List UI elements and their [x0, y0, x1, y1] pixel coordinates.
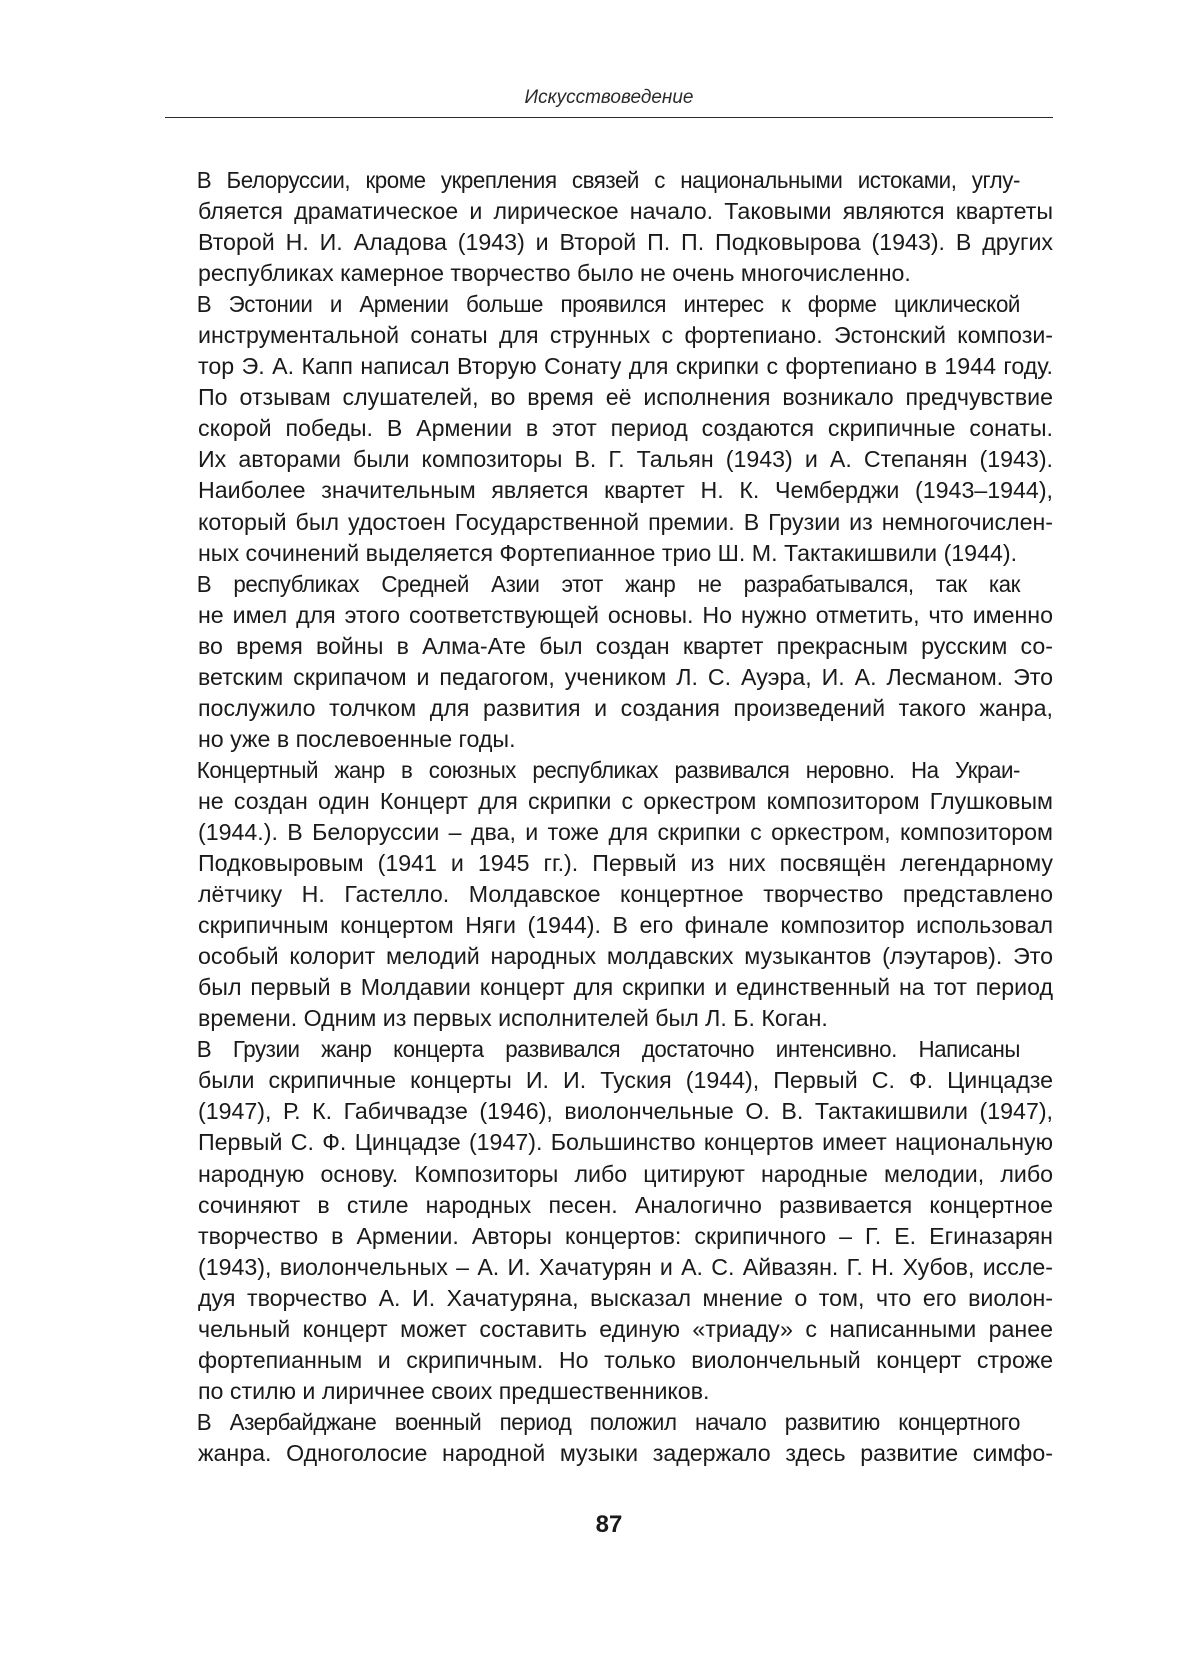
- text-line: тор Э. А. Капп написал Вторую Сонату для скрипки с фортепиано в 1944 году.: [198, 353, 1053, 380]
- text-line: республиках камерное творчество было не очень многочисленно.: [198, 260, 911, 287]
- text-line: В республиках Средней Азии этот жанр не разрабатывался, так как: [196, 570, 1020, 597]
- paragraph: [165, 569, 1053, 755]
- text-line: Концертный жанр в союзных республиках развивался неровно. На Украи-: [196, 756, 1020, 783]
- text-line: инструментальной сонаты для струнных с фортепиано. Эстонский компози-: [198, 322, 1053, 349]
- text-line: который был удостоен Государственной премии. В Грузии из немногочислен-: [198, 508, 1053, 535]
- text-line: не имел для этого соответствующей основы. Но нужно отметить, что именно: [198, 601, 1053, 628]
- text-line: В Эстонии и Армении больше проявился интерес к форме циклической: [196, 291, 1020, 318]
- text-line: ных сочинений выделяется Фортепианное трио Ш. М. Тактакишвили (1944).: [198, 539, 1018, 566]
- text-line: во время войны в Алма-Ате был создан квартет прекрасным русским со-: [198, 632, 1053, 659]
- text-line: Их авторами были композиторы В. Г. Тальян (1943) и А. Степанян (1943).: [198, 446, 1053, 473]
- text-line: В Азербайджане военный период положил начало развитию концертного: [196, 1408, 1020, 1435]
- text-line: особый колорит мелодий народных молдавских музыкантов (лэутаров). Это: [198, 943, 1053, 970]
- page-number: 87: [595, 1511, 623, 1538]
- text-line: (1944.). В Белоруссии – два, и тоже для скрипки с оркестром, композитором: [198, 818, 1053, 845]
- text-line: были скрипичные концерты И. И. Туския (1944), Первый С. Ф. Цинцадзе: [198, 1067, 1053, 1094]
- text-line: не создан один Концерт для скрипки с оркестром композитором Глушковым: [198, 787, 1053, 814]
- text-line: (1947), Р. К. Габичвадзе (1946), виолончельные О. В. Тактакишвили (1947),: [198, 1098, 1053, 1125]
- text-line: фортепианным и скрипичным. Но только виолончельный концерт строже: [198, 1346, 1053, 1373]
- text-line: В Белоруссии, кроме укрепления связей с национальными истоками, углу-: [196, 167, 1020, 193]
- text-line: послужило толчком для развития и создания произведений такого жанра,: [198, 694, 1053, 721]
- text-line: ветским скрипачом и педагогом, учеником Л. С. Ауэра, И. А. Лесманом. Это: [198, 663, 1053, 690]
- text-line: жанра. Одноголосие народной музыки задержало здесь развитие симфо-: [198, 1439, 1053, 1466]
- text-line: скрипичным концертом Няги (1944). В его финале композитор использовал: [198, 912, 1053, 939]
- body-text: [165, 165, 1053, 1469]
- header-rule: [165, 117, 1053, 118]
- text-line: По отзывам слушателей, во время её исполнения возникало предчувствие: [198, 384, 1053, 411]
- text-line: лётчику Н. Гастелло. Молдавское концертное творчество представлено: [198, 881, 1053, 908]
- text-line: В Грузии жанр концерта развивался достаточно интенсивно. Написаны: [196, 1036, 1020, 1063]
- text-line: Второй Н. И. Аладова (1943) и Второй П. П. Подковырова (1943). В других: [198, 229, 1053, 256]
- text-line: чельный концерт может составить единую «триаду» с написанными ранее: [198, 1315, 1053, 1342]
- text-line: скорой победы. В Армении в этот период создаются скрипичные сонаты.: [198, 415, 1053, 442]
- text-line: сочиняют в стиле народных песен. Аналогично развивается концертное: [198, 1191, 1053, 1218]
- paragraph: [165, 755, 1053, 1034]
- paragraph: [165, 289, 1053, 568]
- text-line: Подковыровым (1941 и 1945 гг.). Первый из них посвящён легендарному: [198, 850, 1053, 877]
- running-head: Искусствоведение: [524, 87, 694, 108]
- text-line: был первый в Молдавии концерт для скрипки и единственный на тот период: [198, 974, 1053, 1001]
- text-line: дуя творчество А. И. Хачатуряна, высказал мнение о том, что его виолон-: [198, 1284, 1053, 1311]
- text-line: народную основу. Композиторы либо цитируют народные мелодии, либо: [198, 1160, 1053, 1187]
- text-line: Первый С. Ф. Цинцадзе (1947). Большинство концертов имеет национальную: [198, 1129, 1053, 1156]
- text-line: по стилю и лиричнее своих предшественников.: [198, 1377, 710, 1404]
- text-line: (1943), виолончельных – А. И. Хачатурян и А. С. Айвазян. Г. Н. Хубов, иссле-: [198, 1253, 1053, 1280]
- text-line: времени. Одним из первых исполнителей был Л. Б. Коган.: [198, 1005, 828, 1032]
- text-line: творчество в Армении. Авторы концертов: скрипичного – Г. Е. Егиназарян: [198, 1222, 1053, 1249]
- text-line: Наиболее значительным является квартет Н. К. Чемберджи (1943–1944),: [198, 477, 1053, 504]
- paragraph: [165, 1407, 1053, 1469]
- paragraph: [165, 1034, 1053, 1407]
- paragraph: [165, 165, 1053, 289]
- text-line: бляется драматическое и лирическое начало. Таковыми являются квартеты: [198, 198, 1053, 225]
- text-line: но уже в послевоенные годы.: [198, 725, 516, 752]
